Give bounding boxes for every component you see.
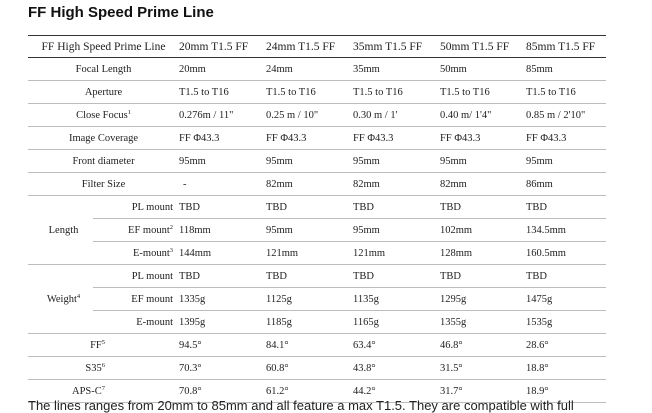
table-cell: 0.30 m / 1' bbox=[347, 104, 434, 127]
table-cell: 1185g bbox=[260, 311, 347, 334]
sub-label: PL mount bbox=[93, 196, 173, 219]
table-cell: 24mm bbox=[260, 58, 347, 81]
table-cell: 44.2° bbox=[347, 380, 434, 403]
table-row bbox=[28, 81, 606, 104]
table-cell: 43.8° bbox=[347, 357, 434, 380]
row-label: $FF^5$ bbox=[28, 334, 173, 357]
table-cell: 60.8° bbox=[260, 357, 347, 380]
table-cell: TBD bbox=[347, 196, 434, 219]
table-cell: 95mm bbox=[260, 150, 347, 173]
table-row bbox=[28, 127, 606, 150]
header-cell: 24mm T1.5 FF bbox=[260, 36, 347, 58]
table-row bbox=[28, 242, 606, 265]
table-cell: 85mm bbox=[520, 58, 606, 81]
table-cell: 1475g bbox=[520, 288, 606, 311]
header-cell: 20mm T1.5 FF bbox=[173, 36, 260, 58]
row-label: Close Focus$^1$ bbox=[28, 104, 173, 127]
table-cell: 35mm bbox=[347, 58, 434, 81]
table-cell: 95mm bbox=[173, 150, 260, 173]
table-row bbox=[28, 173, 606, 196]
sub-label: E-mount bbox=[93, 311, 173, 334]
table-row bbox=[28, 357, 606, 380]
table-cell: 0.276m / 11" bbox=[173, 104, 260, 127]
table-cell: 121mm bbox=[347, 242, 434, 265]
table-row bbox=[28, 104, 606, 127]
table-cell: 86mm bbox=[520, 173, 606, 196]
table-cell: FF Φ43.3 bbox=[434, 127, 520, 150]
table-cell: FF Φ43.3 bbox=[173, 127, 260, 150]
header-cell: 50mm T1.5 FF bbox=[434, 36, 520, 58]
row-label: Filter Size bbox=[28, 173, 173, 196]
table-cell: 1165g bbox=[347, 311, 434, 334]
sub-label: EF mount bbox=[93, 288, 173, 311]
table-cell: FF Φ43.3 bbox=[260, 127, 347, 150]
table-cell: 84.1° bbox=[260, 334, 347, 357]
table-row bbox=[28, 334, 606, 357]
table-row bbox=[28, 265, 606, 288]
table-cell: 94.5° bbox=[173, 334, 260, 357]
table-cell: 95mm bbox=[347, 150, 434, 173]
table-cell: 46.8° bbox=[434, 334, 520, 357]
footer-text: The lines ranges from 20mm to 85mm and all feature a max T1.5. They are compatible with full bbox=[28, 398, 574, 413]
table-cell: TBD bbox=[173, 196, 260, 219]
table-cell: 134.5mm bbox=[520, 219, 606, 242]
table-cell: 82mm bbox=[347, 173, 434, 196]
header-cell: 35mm T1.5 FF bbox=[347, 36, 434, 58]
table-cell: 63.4° bbox=[347, 334, 434, 357]
table-cell: 144mm bbox=[173, 242, 260, 265]
table-cell: TBD bbox=[260, 265, 347, 288]
table-cell: T1.5 to T16 bbox=[260, 81, 347, 104]
table-cell: 160.5mm bbox=[520, 242, 606, 265]
table-cell: 118mm bbox=[173, 219, 260, 242]
table-cell: 95mm bbox=[520, 150, 606, 173]
table-cell: 95mm bbox=[260, 219, 347, 242]
row-label: Image Coverage bbox=[28, 127, 173, 150]
table-cell: 0.40 m/ 1'4" bbox=[434, 104, 520, 127]
spec-table bbox=[28, 35, 606, 403]
table-row bbox=[28, 196, 606, 219]
table-cell: 70.3° bbox=[173, 357, 260, 380]
table-cell: TBD bbox=[520, 265, 606, 288]
table-cell: - bbox=[173, 173, 260, 196]
row-label: Focal Length bbox=[28, 58, 173, 81]
table-cell: 1355g bbox=[434, 311, 520, 334]
table-cell: 1125g bbox=[260, 288, 347, 311]
table-cell: FF Φ43.3 bbox=[347, 127, 434, 150]
table-cell: 95mm bbox=[434, 150, 520, 173]
table-cell: T1.5 to T16 bbox=[434, 81, 520, 104]
table-row bbox=[28, 288, 606, 311]
table-cell: T1.5 to T16 bbox=[173, 81, 260, 104]
table-cell: 1135g bbox=[347, 288, 434, 311]
group-label: Length bbox=[28, 196, 93, 265]
row-label: Aperture bbox=[28, 81, 173, 104]
table-cell: T1.5 to T16 bbox=[347, 81, 434, 104]
table-cell: 70.8° bbox=[173, 380, 260, 403]
table-row bbox=[28, 58, 606, 81]
page-title: FF High Speed Prime Line bbox=[28, 4, 214, 21]
table-cell: 128mm bbox=[434, 242, 520, 265]
table-cell: 102mm bbox=[434, 219, 520, 242]
table-cell: 18.9° bbox=[520, 380, 606, 403]
table-cell: 0.25 m / 10" bbox=[260, 104, 347, 127]
table-row bbox=[28, 311, 606, 334]
table-cell: 121mm bbox=[260, 242, 347, 265]
table-row bbox=[28, 150, 606, 173]
table-row bbox=[28, 219, 606, 242]
table-cell: 82mm bbox=[260, 173, 347, 196]
table-cell: TBD bbox=[520, 196, 606, 219]
table-cell: 31.7° bbox=[434, 380, 520, 403]
sub-label: PL mount bbox=[93, 265, 173, 288]
table-cell: 1395g bbox=[173, 311, 260, 334]
table-cell: 1295g bbox=[434, 288, 520, 311]
sub-label: EF mount$^2$ bbox=[93, 219, 173, 242]
table-cell: 95mm bbox=[347, 219, 434, 242]
table-cell: TBD bbox=[434, 265, 520, 288]
sub-label: E-mount$^3$ bbox=[93, 242, 173, 265]
table-cell: 1535g bbox=[520, 311, 606, 334]
group-label: Weight$^4$ bbox=[28, 265, 93, 334]
table-cell: 18.8° bbox=[520, 357, 606, 380]
table-cell: 31.5° bbox=[434, 357, 520, 380]
row-label: Front diameter bbox=[28, 150, 173, 173]
table-cell: T1.5 to T16 bbox=[520, 81, 606, 104]
table-cell: 20mm bbox=[173, 58, 260, 81]
header-cell: FF High Speed Prime Line bbox=[28, 36, 173, 58]
table-cell: 1335g bbox=[173, 288, 260, 311]
table-cell: FF Φ43.3 bbox=[520, 127, 606, 150]
table-cell: 82mm bbox=[434, 173, 520, 196]
header-cell: 85mm T1.5 FF bbox=[520, 36, 606, 58]
table-cell: 50mm bbox=[434, 58, 520, 81]
table-cell: 28.6° bbox=[520, 334, 606, 357]
table-header-row bbox=[28, 36, 606, 58]
table-cell: TBD bbox=[173, 265, 260, 288]
row-label: APS-$C^7$ bbox=[28, 380, 173, 403]
table-cell: 61.2° bbox=[260, 380, 347, 403]
table-cell: 0.85 m / 2'10" bbox=[520, 104, 606, 127]
table-cell: TBD bbox=[434, 196, 520, 219]
table-cell: TBD bbox=[347, 265, 434, 288]
table-cell: TBD bbox=[260, 196, 347, 219]
row-label: $S35^6$ bbox=[28, 357, 173, 380]
